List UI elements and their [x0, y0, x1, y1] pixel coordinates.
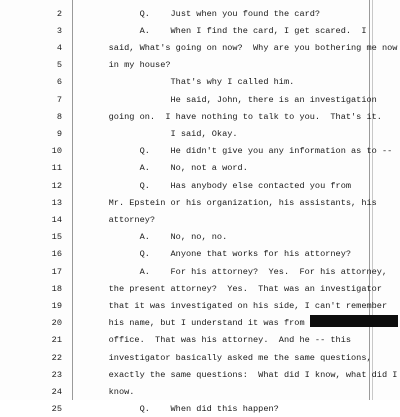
line-text-content: Q. He didn't give you any information as to --	[88, 146, 393, 157]
transcript-line	[0, 212, 400, 228]
transcript-line	[0, 126, 400, 142]
line-text-content: Q. Anyone that works for his attorney?	[88, 249, 352, 260]
line-text	[88, 178, 351, 194]
line-number: 3	[56, 25, 62, 36]
line-text	[88, 57, 171, 73]
line-number: 12	[51, 180, 62, 191]
line-number: 2	[56, 8, 62, 19]
line-text	[88, 367, 397, 383]
transcript-line	[0, 23, 400, 39]
line-text	[88, 229, 227, 245]
transcript-line	[0, 246, 400, 262]
line-number: 6	[56, 77, 62, 88]
line-text-content: know.	[88, 386, 135, 397]
transcript-line	[0, 367, 400, 383]
line-text-content: office. That was his attorney. And he -- this	[88, 335, 352, 346]
line-text	[88, 40, 397, 56]
line-number: 5	[56, 60, 62, 71]
transcript-line	[0, 384, 400, 400]
transcript-line	[0, 315, 400, 331]
transcript-line	[0, 178, 400, 194]
line-text-content: the present attorney? Yes. That was an investigator	[88, 283, 382, 294]
line-number: 25	[51, 404, 62, 415]
line-number: 18	[51, 283, 62, 294]
transcript-line	[0, 160, 400, 176]
line-text-content: Mr. Epstein or his organization, his assistants, his	[88, 197, 377, 208]
line-text-content: A. When I find the card, I get scared. I	[88, 25, 367, 36]
line-text	[88, 350, 372, 366]
transcript-line	[0, 92, 400, 108]
line-number: 4	[56, 42, 62, 53]
line-text-content: Q. Just when you found the card?	[88, 8, 321, 19]
line-text	[88, 23, 366, 39]
transcript-line	[0, 6, 400, 22]
transcript-line	[0, 109, 400, 125]
line-text	[88, 143, 392, 159]
line-number: 8	[56, 111, 62, 122]
transcript-line	[0, 195, 400, 211]
line-text-content: Q. Has anybody else contacted you from	[88, 180, 352, 191]
line-text	[88, 74, 294, 90]
line-text-content: exactly the same questions: What did I know, what did I	[88, 369, 398, 380]
line-text	[88, 298, 387, 314]
line-number: 14	[51, 214, 62, 225]
line-number: 17	[51, 266, 62, 277]
line-text	[88, 246, 351, 262]
line-text-content: that it was investigated on his side, I can't remember	[88, 300, 388, 311]
transcript-line	[0, 401, 400, 417]
line-number: 16	[51, 249, 62, 260]
line-number: 11	[51, 163, 62, 174]
line-number: 15	[51, 232, 62, 243]
line-text	[88, 384, 134, 400]
line-text-content: in my house?	[88, 60, 171, 71]
line-text-content: Q. When did this happen?	[88, 404, 279, 415]
line-number: 7	[56, 94, 62, 105]
transcript-line	[0, 74, 400, 90]
line-text-content: I said, Okay.	[88, 128, 238, 139]
line-text	[88, 315, 398, 331]
line-text	[88, 264, 387, 280]
transcript-line	[0, 264, 400, 280]
line-text-content: That's why I called him.	[88, 77, 295, 88]
transcript-line	[0, 57, 400, 73]
line-text-content: going on. I have nothing to talk to you. That's it.	[88, 111, 382, 122]
line-text-content: He said, John, there is an investigation	[88, 94, 377, 105]
transcript-line	[0, 350, 400, 366]
line-number: 19	[51, 300, 62, 311]
transcript-line	[0, 143, 400, 159]
line-text	[88, 160, 248, 176]
line-text	[88, 401, 279, 417]
line-text	[88, 332, 351, 348]
transcript-line	[0, 298, 400, 314]
line-text-content: investigator basically asked me the same questions,	[88, 352, 372, 363]
transcript-line	[0, 40, 400, 56]
line-number: 24	[51, 386, 62, 397]
line-number: 23	[51, 369, 62, 380]
line-number: 22	[51, 352, 62, 363]
redaction-block	[310, 315, 398, 327]
line-text	[88, 195, 377, 211]
line-number: 9	[56, 128, 62, 139]
line-text-content: attorney?	[88, 214, 156, 225]
line-text-content: A. No, not a word.	[88, 163, 248, 174]
transcript-line	[0, 229, 400, 245]
line-text-content: A. No, no, no.	[88, 232, 228, 243]
line-number: 20	[51, 318, 62, 329]
line-text-content: said, What's going on now? Why are you bothering me now	[88, 42, 398, 53]
transcript-line	[0, 332, 400, 348]
transcript-line	[0, 281, 400, 297]
line-number: 13	[51, 197, 62, 208]
line-text	[88, 212, 155, 228]
line-text	[88, 109, 382, 125]
line-number: 10	[51, 146, 62, 157]
line-number: 21	[51, 335, 62, 346]
line-text-content: his name, but I understand it was from	[88, 318, 310, 329]
line-text	[88, 126, 238, 142]
line-text-content: A. For his attorney? Yes. For his attorney,	[88, 266, 388, 277]
line-text	[88, 92, 377, 108]
line-text	[88, 6, 320, 22]
line-text	[88, 281, 382, 297]
